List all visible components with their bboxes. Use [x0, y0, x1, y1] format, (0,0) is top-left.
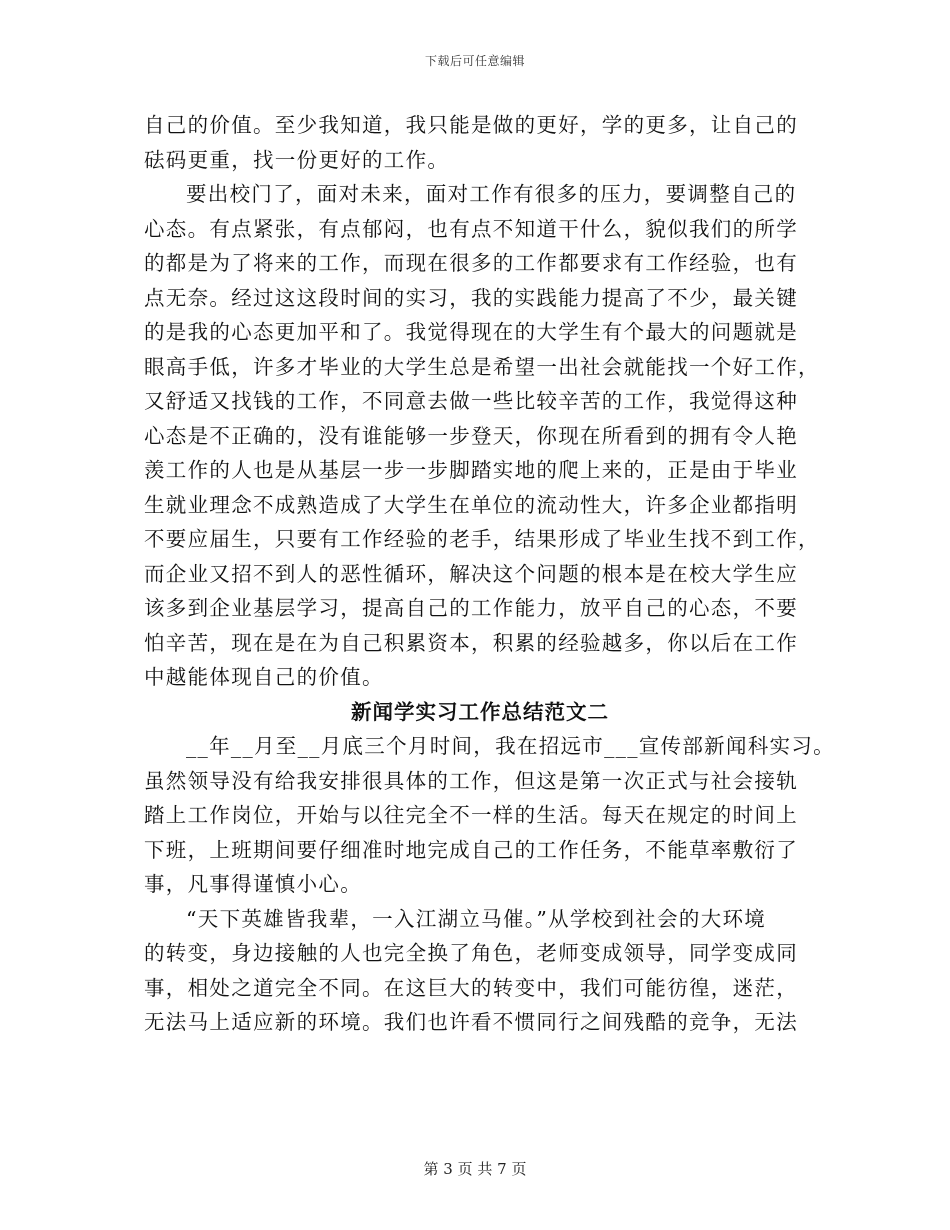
text-line: 无法马上适应新的环境。我们也许看不惯同行之间残酷的竞争，无法: [144, 1010, 798, 1034]
text-line: 生就业理念不成熟造成了大学生在单位的流动性大，许多企业都指明: [144, 492, 798, 517]
text-line: 中越能体现自己的价值。: [144, 665, 384, 689]
text-line: 该多到企业基层学习，提高自己的工作能力，放平自己的心态，不要: [144, 596, 798, 620]
text-line: 事，相处之道完全不同。在这巨大的转变中，我们可能彷徨，迷茫，: [144, 975, 798, 1000]
paragraph-start-line: 要出校门了，面对未来，面对工作有很多的压力，要调整自己的: [186, 182, 797, 206]
text-line: 心态是不正确的，没有谁能够一步登天，你现在所看到的拥有令人艳: [144, 423, 798, 448]
paragraph-start-line: __年__月至__月底三个月时间，我在招远市___宣传部新闻科实习。: [186, 734, 835, 758]
text-line: 砝码更重，找一份更好的工作。: [144, 147, 450, 172]
text-line: 事，凡事得谨慎小心。: [144, 872, 362, 896]
page-header-note: 下载后可任意编辑: [424, 54, 525, 68]
text-line: 点无奈。经过这这段时间的实习，我的实践能力提高了不少，最关键: [144, 285, 798, 310]
text-line: 又舒适又找钱的工作，不同意去做一些比较辛苦的工作，我觉得这种: [144, 389, 798, 413]
paragraph-start-line: “天下英雄皆我辈，一入江湖立马催。”从学校到社会的大环境: [186, 906, 767, 931]
section-title: 新闻学实习工作总结范文二: [351, 699, 609, 724]
text-line: 眼高手低，许多才毕业的大学生总是希望一出社会就能找一个好工作，: [144, 354, 820, 379]
text-line: 的是我的心态更加平和了。我觉得现在的大学生有个最大的问题就是: [144, 320, 798, 344]
text-line: 羡工作的人也是从基层一步一步脚踏实地的爬上来的，正是由于毕业: [144, 458, 798, 482]
text-line: 不要应届生，只要有工作经验的老手，结果形成了毕业生找不到工作，: [144, 527, 820, 551]
text-line: 虽然领导没有给我安排很具体的工作，但这是第一次正式与社会接轨: [144, 768, 798, 793]
text-line: 的都是为了将来的工作，而现在很多的工作都要求有工作经验，也有: [144, 251, 798, 275]
text-line: 踏上工作岗位，开始与以往完全不一样的生活。每天在规定的时间上: [144, 803, 798, 827]
text-line: 下班，上班期间要仔细准时地完成自己的工作任务，不能草率敷衍了: [144, 837, 798, 862]
text-line: 而企业又招不到人的恶性循环，解决这个问题的根本是在校大学生应: [144, 561, 798, 586]
text-line: 的转变，身边接触的人也完全换了角色，老师变成领导，同学变成同: [144, 941, 798, 965]
text-line: 心态。有点紧张，有点郁闷，也有点不知道干什么，貌似我们的所学: [144, 216, 798, 241]
page-number-footer: 第 3 页 共 7 页: [423, 1160, 527, 1178]
document-body: [144, 108, 835, 1040]
text-line: 怕辛苦，现在是在为自己积累资本，积累的经验越多，你以后在工作: [144, 630, 798, 655]
text-line: 自己的价值。至少我知道，我只能是做的更好，学的更多，让自己的: [144, 113, 798, 137]
